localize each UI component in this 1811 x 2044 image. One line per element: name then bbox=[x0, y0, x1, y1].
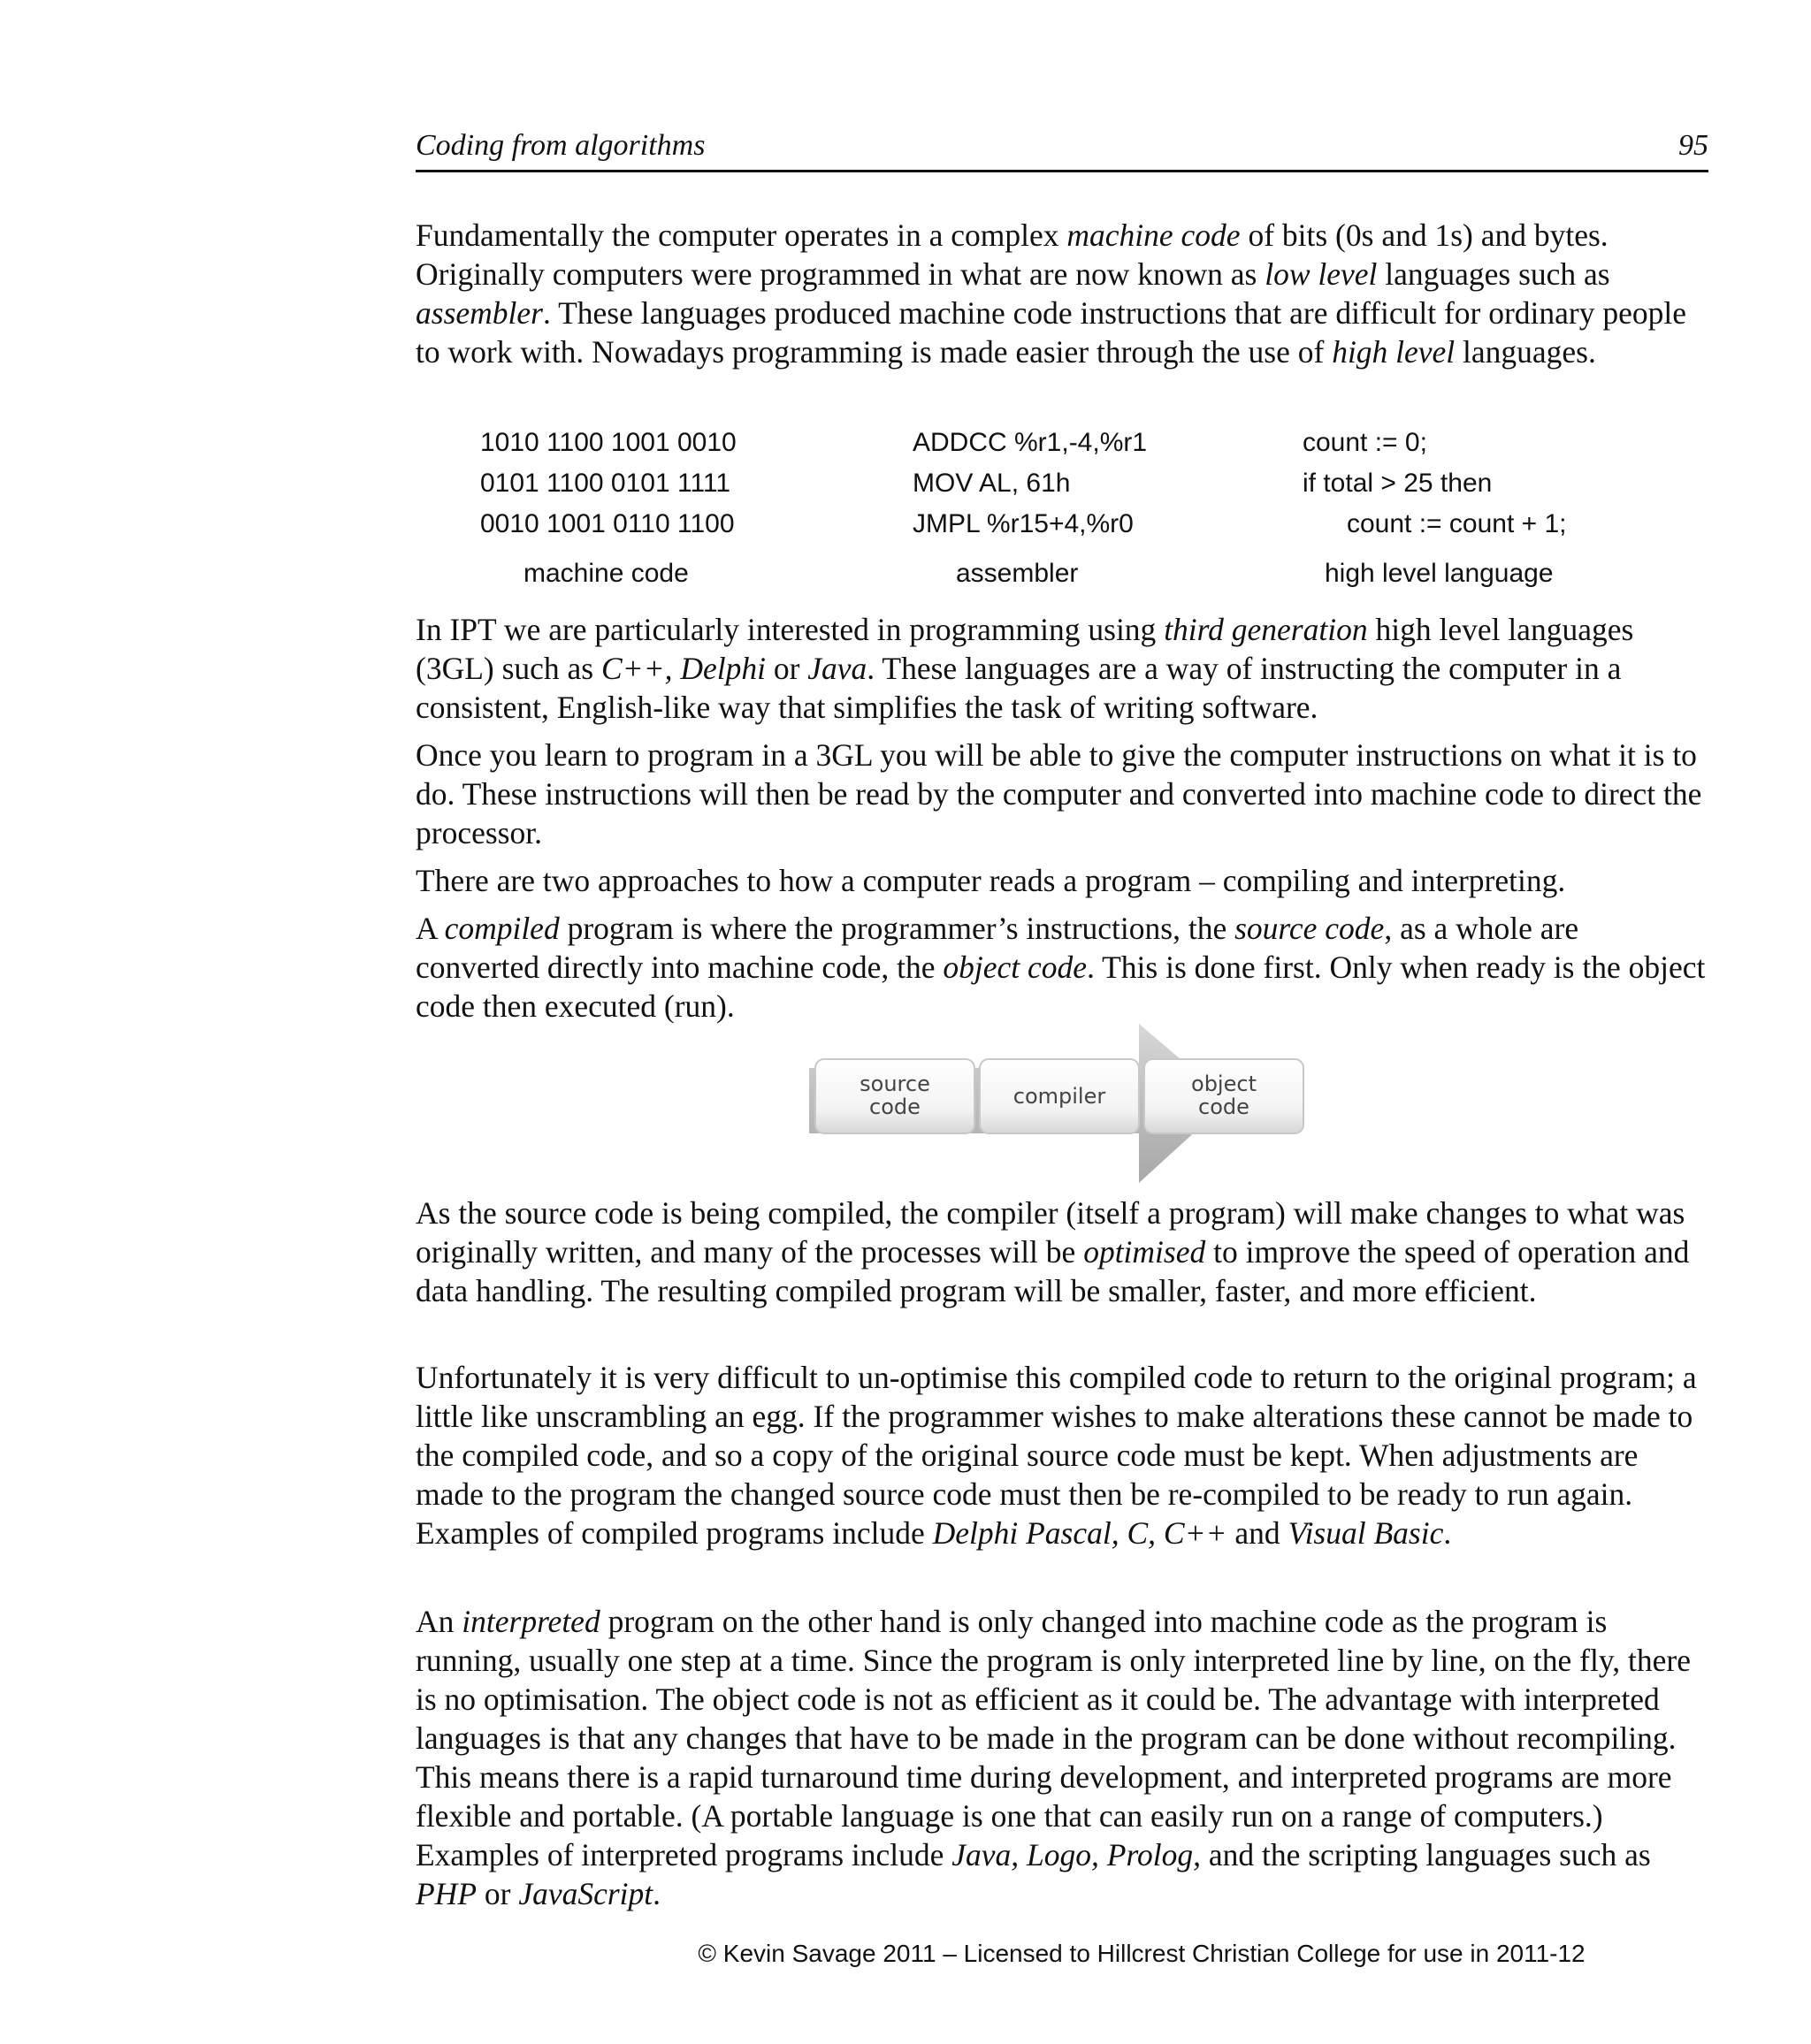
paragraph-machine-code: Fundamentally the computer operates in a complex machine code of bits (0s and 1s) and bytes. Originally computers were programmed in what are now known as low level languages such as assembler. These languages produced machine code instructions that are difficult for ordinary people to work with. Nowadays programming is made easier through the use of high level languages. bbox=[416, 217, 1686, 370]
paragraph-optimised: As the source code is being compiled, the compiler (itself a program) will make changes to what was originally written, and many of the processes will be optimised to improve the speed of operation and data handling. The resulting compiled program will be smaller, faster, and more efficient. bbox=[416, 1195, 1690, 1308]
svg-text:code: code bbox=[869, 1094, 921, 1119]
caption-assembler: assembler bbox=[956, 559, 1079, 588]
machine-code-line: 0010 1001 0110 1100 bbox=[480, 509, 735, 538]
caption-high-level: high level language bbox=[1325, 559, 1554, 588]
box-source-code bbox=[815, 1059, 974, 1133]
paragraph-two-approaches: There are two approaches to how a computer reads a program – compiling and interpreting. bbox=[416, 863, 1566, 898]
svg-text:object: object bbox=[1191, 1072, 1257, 1096]
box-compiler bbox=[980, 1059, 1139, 1133]
copyright-footer: © Kevin Savage 2011 – Licensed to Hillcrest Christian College for use in 2011-12 bbox=[698, 1940, 1586, 1967]
svg-text:code: code bbox=[1198, 1094, 1249, 1119]
paragraph-learn-3gl: Once you learn to program in a 3GL you will be able to give the computer instructions on what it is to do. These instructions will then be read by the computer and converted into machine code to direct the processor. bbox=[416, 737, 1702, 850]
high-level-line: count := count + 1; bbox=[1347, 509, 1567, 538]
assembler-line: MOV AL, 61h bbox=[913, 469, 1071, 498]
svg-text:compiler: compiler bbox=[1012, 1084, 1106, 1109]
assembler-line: ADDCC %r1,-4,%r1 bbox=[913, 428, 1148, 457]
box-object-code bbox=[1144, 1059, 1303, 1133]
code-comparison-table bbox=[416, 423, 1708, 599]
compilation-diagram bbox=[796, 1017, 1309, 1194]
chapter-title: Coding from algorithms bbox=[416, 129, 706, 162]
svg-text:source: source bbox=[860, 1072, 930, 1096]
machine-code-line: 0101 1100 0101 1111 bbox=[480, 469, 731, 498]
page-number: 95 bbox=[1678, 129, 1708, 162]
paragraph-interpreted: An interpreted program on the other hand is only changed into machine code as the program is running, usually one step at a time. Since the program is only interpreted line by line, on the fly, there is no optimisation. The object code is not as efficient as it could be. The advantage with interpreted languages is that any changes that have to be made in the program can be done without recompiling. This means there is a rapid turnaround time during development, and interpreted programs are more flexible and portable. (A portable language is one that can easily run on a range of computers.) Examples of interpreted programs include Java, Logo, Prolog, and the scripting languages such as PHP or JavaScript. bbox=[416, 1604, 1691, 1911]
running-header bbox=[416, 126, 1708, 172]
assembler-line: JMPL %r15+4,%r0 bbox=[913, 509, 1134, 538]
machine-code-line: 1010 1100 1001 0010 bbox=[480, 428, 737, 457]
paragraph-compiled: A compiled program is where the programmer’s instructions, the source code, as a whole are converted directly into machine code, the object code. This is done first. Only when ready is the object code then executed (run). bbox=[416, 911, 1706, 1024]
high-level-line: count := 0; bbox=[1303, 428, 1427, 457]
high-level-line: if total > 25 then bbox=[1303, 469, 1493, 498]
caption-machine-code: machine code bbox=[523, 559, 689, 588]
paragraph-3gl: In IPT we are particularly interested in programming using third generation high level languages (3GL) such as C++, Delphi or Java. These languages are a way of instructing the computer in a consistent, English-like way that simplifies the task of writing software. bbox=[416, 612, 1634, 725]
compilation-diagram-graphic bbox=[796, 1017, 1309, 1194]
paragraph-unoptimise: Unfortunately it is very difficult to un-optimise this compiled code to return to the original program; a little like unscrambling an egg. If the programmer wishes to make alterations these cannot be made to the compiled code, and so a copy of the original source code must be kept. When adjustments are made to the program the changed source code must then be re-compiled to be ready to run again. Examples of compiled programs include Delphi Pascal, C, C++ and Visual Basic. bbox=[416, 1360, 1697, 1551]
